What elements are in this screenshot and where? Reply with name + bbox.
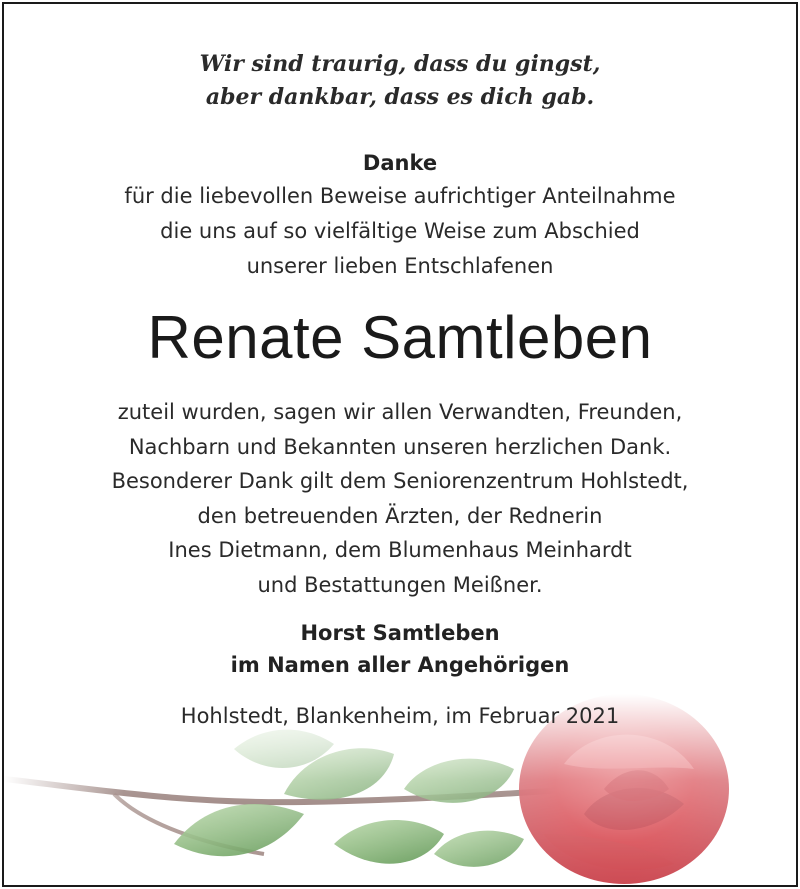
deceased-name: Renate Samtleben	[147, 304, 653, 371]
thanks-text	[4, 179, 796, 284]
motto	[4, 48, 796, 114]
obituary-card	[2, 2, 798, 887]
motto-line-2: aber dankbar, dass es dich gab.	[205, 84, 595, 110]
signature-subtitle: im Namen aller Angehörigen	[230, 653, 570, 677]
signature-name: Horst Samtleben	[300, 621, 500, 645]
thanks-line-2: die uns auf so vielfältige Weise zum Abschied	[160, 219, 640, 243]
body-line-4: den betreuenden Ärzten, der Rednerin	[197, 503, 603, 528]
body-line-2: Nachbarn und Bekannten unseren herzlichen Dank.	[128, 434, 672, 459]
thanks-line-3: unserer lieben Entschlafenen	[246, 254, 554, 278]
body-line-5: Ines Dietmann, dem Blumenhaus Meinhardt	[168, 538, 632, 563]
body-line-6: und Bestattungen Meißner.	[257, 572, 543, 597]
motto-line-1: Wir sind traurig, dass du gingst,	[199, 51, 601, 77]
thanks-line-1: für die liebevollen Beweise aufrichtiger Anteilnahme	[124, 184, 676, 208]
thanks-heading: Danke	[362, 151, 438, 175]
body-line-3: Besonderer Dank gilt dem Seniorenzentrum Hohlstedt,	[111, 469, 689, 494]
place-and-date: Hohlstedt, Blankenheim, im Februar 2021	[180, 704, 620, 728]
signature	[4, 617, 796, 681]
body-text	[4, 395, 796, 603]
body-line-1: zuteil wurden, sagen wir allen Verwandten, Freunden,	[117, 400, 683, 424]
